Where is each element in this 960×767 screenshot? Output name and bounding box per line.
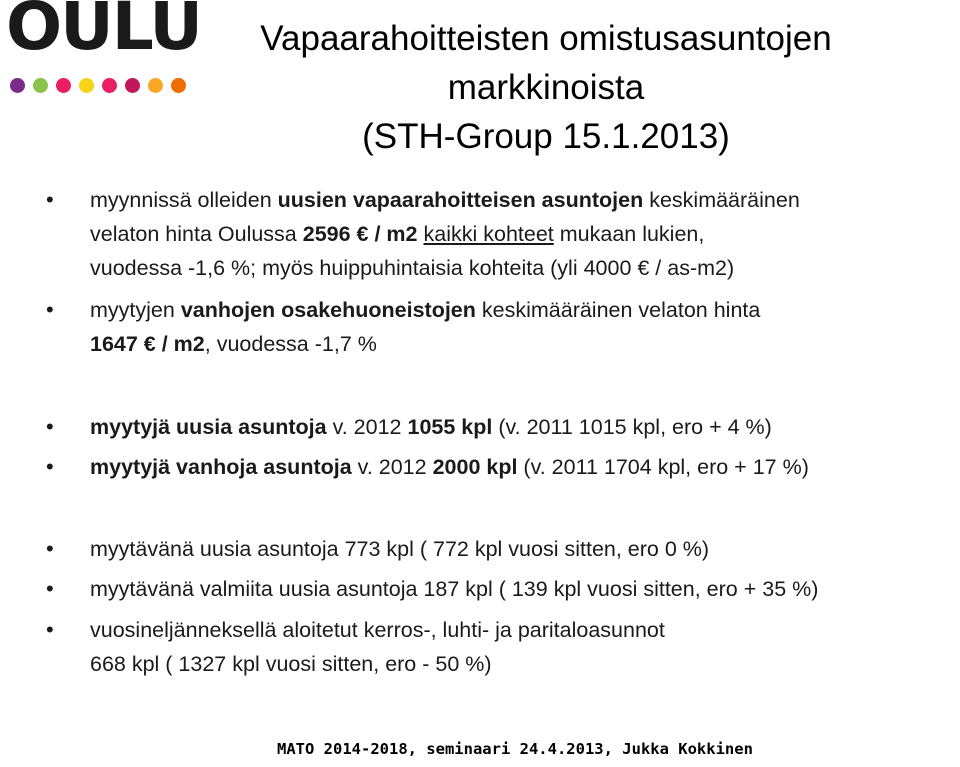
price-value: 1647 € / m2	[90, 332, 205, 356]
bullet-new-apartment-price	[90, 183, 800, 285]
bullet-new-for-sale: • myytävänä uusia asuntoja 773 kpl ( 772 kpl vuosi sitten, ero 0 %)	[90, 532, 709, 566]
text: , vuodessa -1,7 %	[204, 332, 377, 356]
count-value: 1055 kpl	[407, 415, 493, 439]
bullet-new-sold	[90, 410, 772, 444]
title-line: (STH-Group 15.1.2013)	[362, 117, 730, 156]
bullet-old-sold	[90, 450, 809, 484]
oulu-logo-text: OULU	[6, 0, 201, 65]
text-bold: myytyjä uusia asuntoja	[90, 415, 327, 439]
count-value: 2000 kpl	[432, 455, 518, 479]
slide-title	[228, 14, 864, 161]
text: myytyjen	[90, 298, 181, 322]
logo-color-dots	[10, 78, 186, 93]
text: v. 2012	[326, 415, 408, 439]
text: myynnissä olleiden	[90, 188, 278, 212]
title-line: markkinoista	[447, 68, 645, 107]
logo-dot	[56, 78, 71, 93]
text: (v. 2011 1015 kpl, ero + 4 %)	[492, 415, 772, 439]
oulu-logo	[6, 2, 221, 102]
text: keskimääräinen	[643, 188, 800, 212]
text: vuodessa -1,6 %; myös huippuhintaisia kohteita (yli 4000 € / as-m2)	[90, 256, 735, 280]
bullet-ready-for-sale: • myytävänä valmiita uusia asuntoja 187 kpl ( 139 kpl vuosi sitten, ero + 35 %)	[90, 572, 818, 606]
bullet-started-construction	[90, 613, 665, 681]
logo-dot	[79, 78, 94, 93]
logo-dot	[125, 78, 140, 93]
text: vuosineljänneksellä aloitetut kerros-, luhti- ja paritaloasunnot	[90, 618, 665, 642]
text: v. 2012	[351, 455, 433, 479]
footer-text: MATO 2014-2018, seminaari 24.4.2013, Jukka Kokkinen	[277, 740, 753, 758]
text-bold: uusien vapaarahoitteisen asuntojen	[277, 188, 644, 212]
text-bold: vanhojen osakehuoneistojen	[180, 298, 476, 322]
text: keskimääräinen velaton hinta	[475, 298, 761, 322]
text: (v. 2011 1704 kpl, ero + 17 %)	[517, 455, 809, 479]
logo-dot	[148, 78, 163, 93]
logo-dot	[102, 78, 117, 93]
bullet-old-apartment-price	[90, 293, 760, 361]
text-underlined: kaikki kohteet	[423, 222, 554, 246]
price-value: 2596 € / m2	[302, 222, 418, 246]
logo-dot	[171, 78, 186, 93]
text: 668 kpl ( 1327 kpl vuosi sitten, ero - 50 %)	[90, 652, 492, 676]
logo-dot	[10, 78, 25, 93]
logo-dot	[33, 78, 48, 93]
text-bold: myytyjä vanhoja asuntoja	[90, 455, 352, 479]
text: mukaan lukien,	[553, 222, 705, 246]
title-line: Vapaarahoitteisten omistusasuntojen	[260, 19, 832, 58]
text: velaton hinta Oulussa	[90, 222, 303, 246]
